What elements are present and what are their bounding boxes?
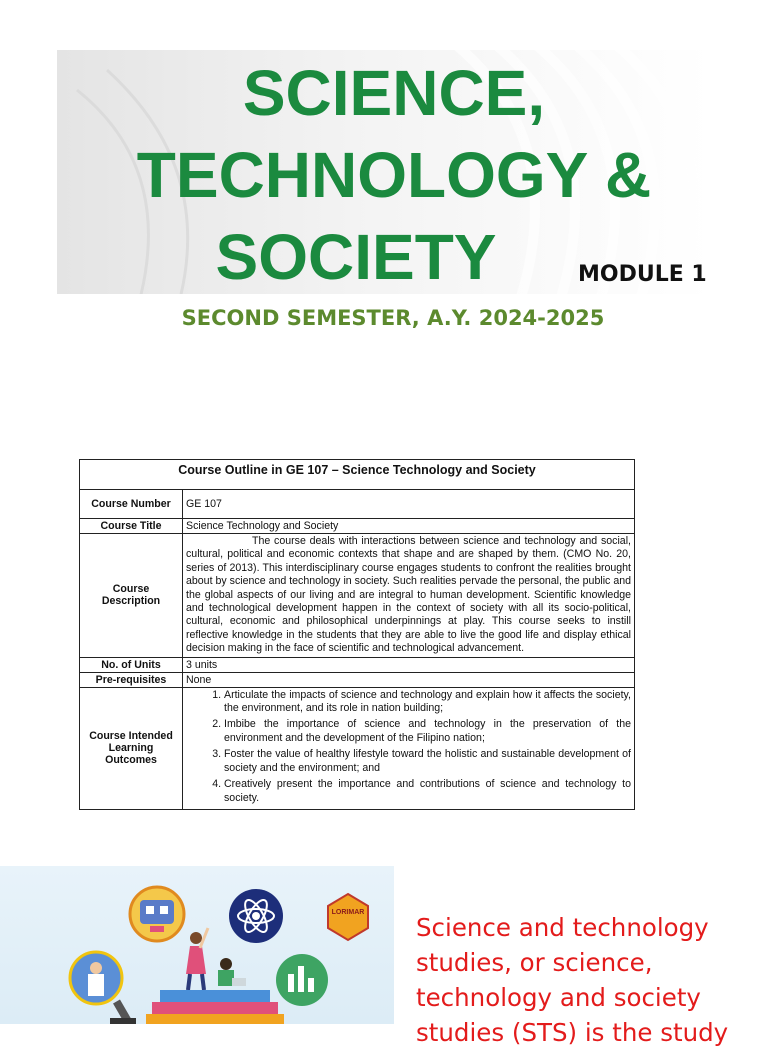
course-title-value: Science Technology and Society <box>183 519 635 534</box>
person-figure <box>186 928 208 990</box>
table-row <box>80 490 635 519</box>
list-item: 3. Foster the value of healthy lifestyle toward the holistic and sustainable development of society and the environment; and <box>224 748 631 775</box>
units-label: No. of Units <box>80 657 183 672</box>
books-stack <box>146 990 284 1024</box>
table-heading-row <box>80 460 635 490</box>
learning-outcomes-list <box>186 689 631 805</box>
course-description-value: The course deals with interactions between science and technology and social, cultural, political and economic contexts that shape and are shaped by them. (CMO No. 20, series of 2013). This interdisciplinary course engages students to confront the realities brought about by science and technology in society. Such realities pervade the personal, the public and the global aspects of our living and are integral to human development. Scientific knowledge and technological development happen in the context of society with all its socio-political, cultural, economic and philosophical underpinnings at play. This course seeks to instill reflective knowledge in the students that they are able to live the good life and display ethical decision making in the face of scientific and technological advancement. <box>183 534 635 658</box>
table-row <box>80 534 635 658</box>
semester-label: SECOND SEMESTER, A.Y. 2024-2025 <box>181 306 605 330</box>
prerequisites-label: Pre-requisites <box>80 672 183 687</box>
units-value: 3 units <box>183 657 635 672</box>
list-item: 1. Articulate the impacts of science and technology and explain how it affects the society, the environment, and its role in nation building; <box>224 689 631 716</box>
course-number-value: GE 107 <box>183 490 635 519</box>
microscope-icon <box>110 999 136 1024</box>
course-description-label: Course Description <box>80 534 183 658</box>
doctor-icon <box>70 952 122 1004</box>
sts-illustration-graphic <box>0 866 394 1024</box>
title-line-2: TECHNOLOGY & <box>136 139 652 211</box>
table-row <box>80 657 635 672</box>
learning-outcomes-cell <box>183 687 635 809</box>
publisher-logo <box>328 894 368 940</box>
title-line-3: SOCIETY <box>215 221 497 293</box>
title-banner <box>57 50 711 294</box>
table-row <box>80 687 635 809</box>
robot-icon <box>130 887 184 941</box>
table-row <box>80 672 635 687</box>
atom-icon <box>229 889 283 943</box>
course-outline-table <box>79 459 635 810</box>
module-label: MODULE 1 <box>578 262 707 287</box>
course-title-label: Course Title <box>80 519 183 534</box>
table-row <box>80 519 635 534</box>
title-line-1: SCIENCE, <box>242 57 546 129</box>
list-item: 2. Imbibe the importance of science and technology in the preservation of the environment and the development of the Filipino nation; <box>224 718 631 745</box>
course-number-label: Course Number <box>80 490 183 519</box>
city-icon <box>276 954 328 1006</box>
sts-illustration <box>0 866 394 1024</box>
table-heading: Course Outline in GE 107 – Science Technology and Society <box>80 460 635 490</box>
svg-text:LORIMAR: LORIMAR <box>331 909 365 916</box>
student-figure <box>218 958 246 986</box>
sts-intro-text: Science and technology studies, or science, technology and society studies (STS) is the study <box>416 913 729 1047</box>
list-item: 4. Creatively present the importance and contributions of science and technology to society. <box>224 778 631 805</box>
learning-outcomes-label: Course Intended Learning Outcomes <box>80 687 183 809</box>
prerequisites-value: None <box>183 672 635 687</box>
